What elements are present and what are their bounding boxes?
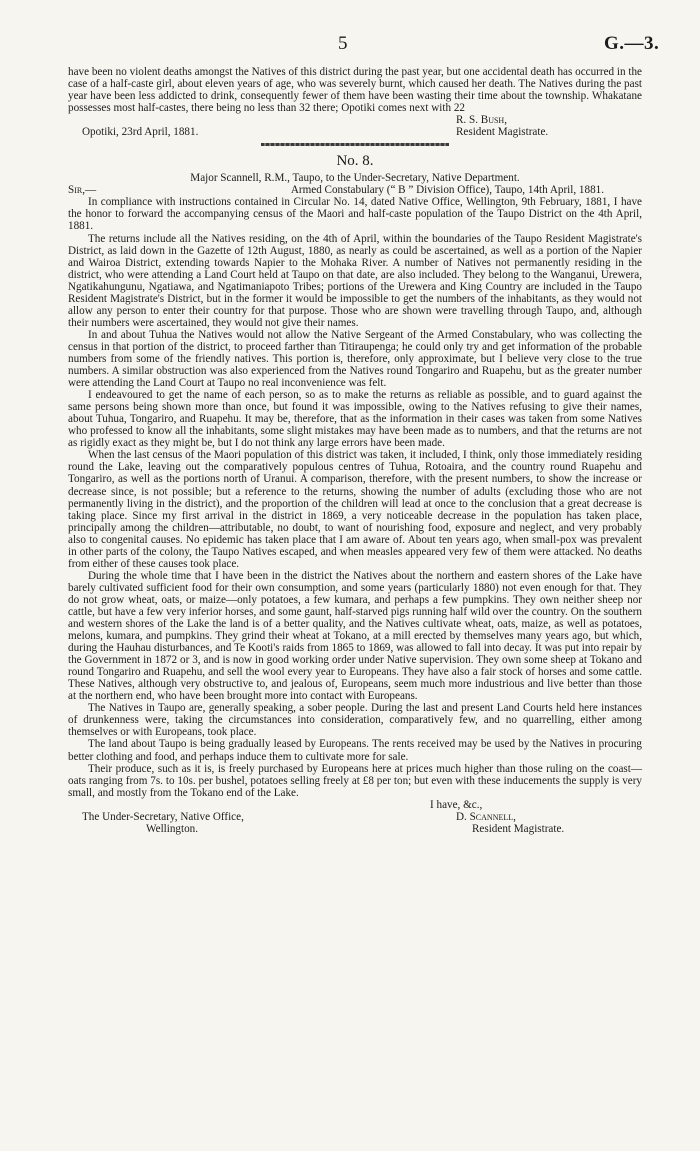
paragraph-9: Their produce, such as it is, is freely purchased by Europeans here at prices much higher than those ruling on the coast—oats ranging from 7s. to 10s. per bushel, potatoes selling freely at £8 per ton; but even with these inducements the supply is very small, and mostly from the Tokano end of the Lake.	[68, 762, 642, 799]
paragraph-4: I endeavoured to get the name of each person, so as to make the returns as reliable as possible, and to guard against the same persons being shown more than once, but found it was impossible, owing to the Natives refusing to give their names, about Tuhua, Tongariro, and Ruapehu. It may be, therefore, that as the information in their cases was taken from some Natives who professed to know all the inhabitants, some slight mistakes may have been made as to numbers, and that the returns are not as rigidly exact as they might be, but I do not think any large errors have been made.	[68, 389, 642, 450]
document-body	[68, 66, 642, 835]
paragraph-7: The Natives in Taupo are, generally speaking, a sober people. During the last and present Land Courts held here instances of drunkenness were, taking the circumstances into consideration, comparatively few, and no quarrelling, either among themselves or with Europeans, took place.	[68, 702, 642, 739]
section-divider	[261, 143, 449, 146]
addressee-line-1: The Under-Secretary, Native Office,	[82, 810, 244, 823]
continued-paragraph: have been no violent deaths amongst the Natives of this district during the past year, but one accidental death has occurred in the case of a half-caste girl, about eleven years of age, who was severely burnt, which caused her death. The Natives during the past year have been less addicted to drink, consequently fewer of them have been wasting their time about the township. Whakatane possesses most half-castes, there being no less than 32 there; Opotiki comes next with 22	[68, 66, 642, 115]
page-number: 5	[338, 33, 348, 54]
previous-place-date: Opotiki, 23rd April, 1881.	[82, 126, 199, 139]
previous-title: Resident Magistrate.	[456, 126, 549, 139]
addressee-line-2: Wellington.	[146, 822, 199, 835]
paragraph-3: In and about Tuhua the Natives would not allow the Native Sergeant of the Armed Constabulary, who was collecting the census in that portion of the district, to proceed farther than Titiraupenga; he could only try and get information of the probable numbers from some of the friendly natives. This portion is, therefore, only approximate, but I believe very close to the true numbers. A similar obstruction was also experienced from the Natives round Tongariro and Ruapehu, but as the greater number were attending the Land Court at Taupo no real inconvenience was felt.	[68, 328, 642, 390]
signature-row-2	[68, 823, 642, 835]
closing: I have, &c.,	[430, 798, 483, 811]
paragraph-6: During the whole time that I have been in the district the Natives about the northern and eastern shores of the Lake have barely cultivated sufficient food for their own consumption, and some years (particularly 1880) not even enough for that. They do not grow wheat, oats, or maize—only potatoes, a few kumara, and perhaps a few pumpkins. They own neither sheep nor cattle, but have a few very inferior horses, and some gaunt, half-starved pigs running half wild over the country. On the southern and western shores of the Lake the land is of a better quality, and the Natives cultivate wheat, oats, maize, as well as potatoes, melons, kumara, and pumpkins. They grind their wheat at Tokano, at a mill erected by themselves many years ago, but which, during the Hauhau disturbances, and Te Kooti's raids from 1865 to 1869, was allowed to fall into decay. It was put into repair by the Government in 1872 or 3, and is now in good working order under Native supervision. They own some sheep at Tokano and round Tongariro and Ruapehu, and sell the wool every year to Europeans. They have also a fair stock of horses and some cattle. These Natives, although very obstructive to, and jealous of, Europeans, seem much more industrious and live better than those at the northern end, who have been brought more into contact with Europeans.	[68, 569, 642, 703]
previous-signatory: R. S. Bush,	[456, 114, 507, 127]
paragraph-8: The land about Taupo is being gradually leased by Europeans. The rents received may be used by the Natives in procuring better clothing and food, and perhaps induce them to cultivate more for sale.	[68, 738, 642, 763]
letter-address: Armed Constabulary (“ B ” Division Office), Taupo, 14th April, 1881.	[290, 184, 604, 197]
address-line	[68, 184, 642, 196]
from-to-line: Major Scannell, R.M., Taupo, to the Under-Secretary, Native Department.	[190, 172, 520, 185]
signatory: D. Scannell,	[456, 810, 516, 823]
signatory-title: Resident Magistrate.	[472, 822, 565, 835]
paragraph-1: In compliance with instructions contained in Circular No. 14, dated Native Office, Wellington, 9th February, 1881, I have the honor to forward the accompanying census of the Maori and half-caste population of the Taupo District on the 4th April, 1881.	[68, 196, 642, 233]
paragraph-2: The returns include all the Natives residing, on the 4th of April, within the boundaries of the Taupo Resident Magistrate's District, as laid down in the Gazette of 12th August, 1880, as nearly as could be ascertained, as well as a portion of the Napier and Wairoa District, extending towards Napier to the Mohaka River. A number of Natives not permanently residing in the district, who were attending a Land Court held at Taupo on that date, are also included. They belong to the Wanganui, Urewera, Ngatikahungunu, Ngatiawa, and Ngatimaniapoto Tribes; portions of the Urewera and King Country are included in the Taupo Resident Magistrate's District, but in the former it would be impossible to get the numbers of the inhabitants, as they would not allow any person to enter their country for that purpose. Those who are shown were travelling through Taupo, and, although their numbers were ascertained, they would not give their names.	[68, 232, 642, 329]
document-code: G.—3.	[604, 33, 660, 54]
paragraph-5: When the last census of the Maori population of this district was taken, it included, I think, only those immediately residing round the Lake, leaving out the comparatively populous centres of Tuhua, Rotoaira, and the country round Ruapehu and Tongariro, as well as the portions north of Uranui. A comparison, therefore, with the present numbers, to show the increase or decrease since, is not possible; but a reference to the returns, showing the number of adults (excluding those who are not permanently living in the district), and the proportion of the children will lead at once to the conclusion that a great decrease is taking place. Since my first arrival in the district in 1869, a very noticeable decrease in the population has taken place, principally among the children—attributable, no doubt, to want of nourishing food, exposure and neglect, and very probably also to congenital causes. No epidemic has taken place that I am aware of. About ten years ago, when small-pox was prevalent in other parts of the colony, the Taupo Natives escaped, and when measles appeared very few of them were attacked. No deaths from either of these causes took place.	[68, 449, 642, 570]
previous-sign-off	[68, 126, 642, 138]
document-number: No. 8.	[336, 153, 374, 170]
signature-row-1	[68, 811, 642, 823]
salutation: Sir,—	[68, 184, 97, 197]
